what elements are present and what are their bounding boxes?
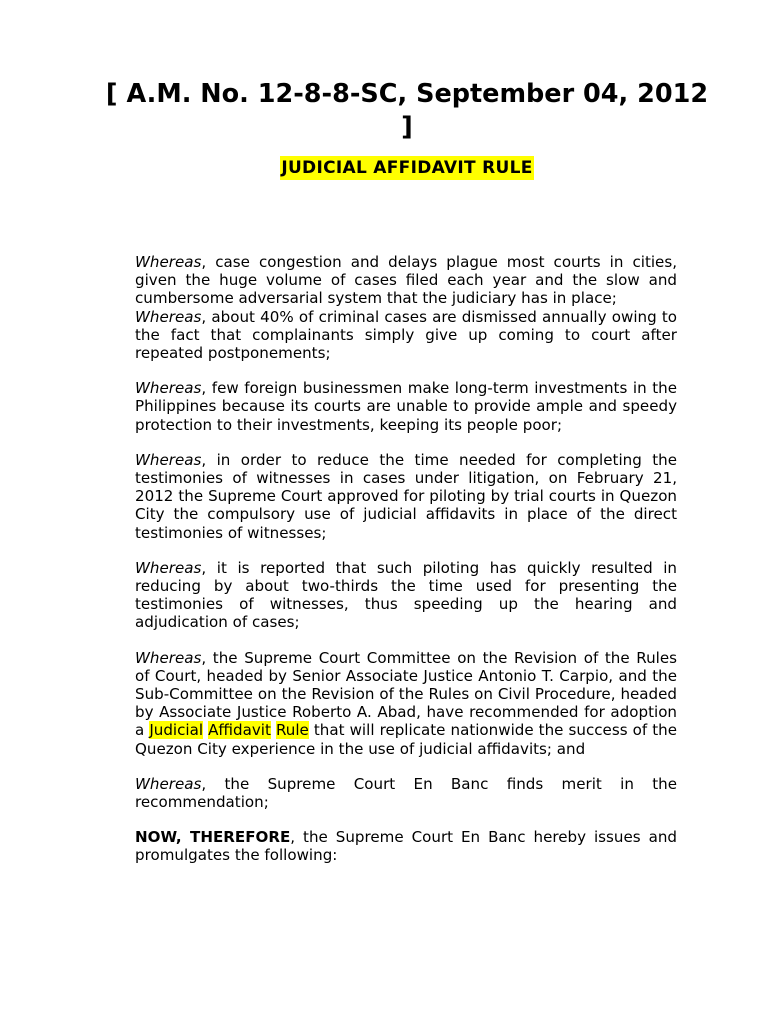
paragraph-4 — [135, 451, 677, 542]
paragraph-4-lead: Whereas — [135, 450, 202, 469]
paragraph-6-text-after: that will replicate nationwide the success of the Quezon City experience in the use of judicial affidavits; and — [135, 721, 677, 758]
document-title: [ A.M. No. 12-8-8-SC, September 04, 2012 ] — [105, 79, 709, 142]
paragraph-8 — [135, 828, 677, 864]
document-body — [135, 253, 677, 882]
paragraph-1-lead: Whereas — [135, 253, 202, 271]
highlighted-term-rule: Rule — [275, 721, 309, 740]
subtitle-container — [100, 156, 714, 180]
paragraph-5-lead: Whereas — [135, 558, 202, 577]
paragraph-5 — [135, 559, 677, 632]
paragraph-6-lead: Whereas — [135, 648, 202, 667]
paragraph-7-text: , the Supreme Court En Banc finds merit in the recommendation; — [135, 774, 677, 812]
paragraph-7-lead: Whereas — [135, 774, 202, 793]
paragraph-4-text: , in order to reduce the time needed for completing the testimonies of witnesses in cases under litigation, on February 21, 2012 the Supreme Court approved for piloting by trial courts in Quezon City the compulsory use of judicial affidavits in place of the direct testimonies of witnesses; — [135, 450, 677, 542]
highlighted-term-affidavit: Affidavit — [208, 721, 271, 740]
paragraph-5-text: , it is reported that such piloting has quickly resulted in reducing by about two-thirds the time used for presenting the testimonies of witnesses, thus speeding up the hearing and adjudication of cases; — [135, 558, 677, 632]
paragraph-2-text: , about 40% of criminal cases are dismissed annually owing to the fact that complainants simply give up coming to court after repeated postponements; — [135, 307, 677, 363]
paragraph-3 — [135, 379, 677, 434]
paragraph-1-text: , case congestion and delays plague most courts in cities, given the huge volume of cases filed each year and the slow and cumbersome adversarial system that the judiciary has in place; — [135, 253, 677, 308]
paragraph-3-lead: Whereas — [135, 379, 202, 398]
paragraph-8-text: , the Supreme Court En Banc hereby issues and promulgates the following: — [135, 828, 677, 865]
paragraph-2 — [135, 308, 677, 363]
paragraph-3-text: , few foreign businessmen make long-term investments in the Philippines because its courts are unable to provide ample and speedy protection to their investments, keeping its people poor; — [135, 379, 677, 434]
paragraph-6-text-before: , the Supreme Court Committee on the Revision of the Rules of Court, headed by Senior Associate Justice Antonio T. Carpio, and the Sub-Committee on the Revision of the Rules on Civil Procedure, headed by Associate Justice Roberto A. Abad, have recommended for adoption a — [135, 648, 677, 740]
highlighted-term-judicial: Judicial — [149, 721, 204, 740]
paragraph-7 — [135, 775, 677, 811]
document-subtitle: JUDICIAL AFFIDAVIT RULE — [281, 158, 533, 178]
paragraph-2-lead: Whereas — [135, 307, 202, 326]
paragraph-8-lead: NOW, THEREFORE — [135, 828, 291, 847]
paragraph-1 — [135, 253, 677, 308]
paragraph-6 — [135, 649, 677, 758]
